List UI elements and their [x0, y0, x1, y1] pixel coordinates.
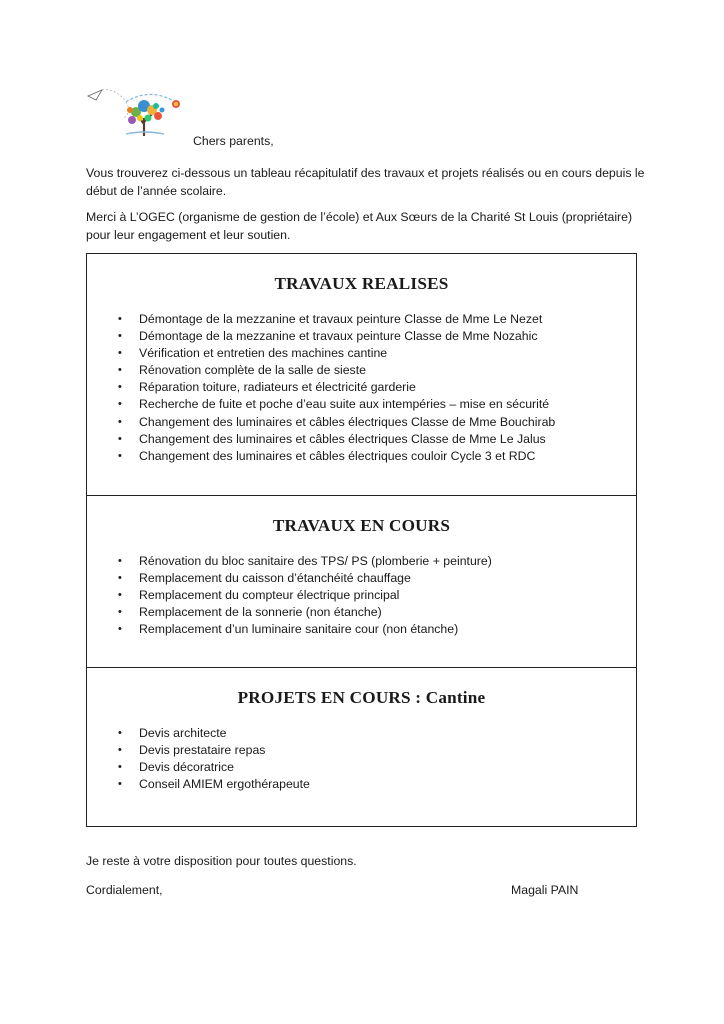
list-item: • Changement des luminaires et câbles électriques couloir Cycle 3 et RDC [87, 448, 636, 465]
school-logo [86, 84, 196, 138]
bullet-icon: • [118, 364, 122, 377]
list-item: • Recherche de fuite et poche d’eau suite aux intempéries – mise en sécurité [87, 396, 636, 413]
list-item: • Devis architecte [87, 725, 636, 742]
section-title: PROJETS EN COURS : Cantine [237, 688, 486, 707]
section-travaux-en-cours [87, 496, 636, 668]
list-item: • Réparation toiture, radiateurs et électricité garderie [87, 379, 636, 396]
bullet-icon: • [118, 347, 122, 360]
bullet-icon: • [118, 744, 122, 757]
bullet-icon: • [118, 415, 122, 428]
bullet-icon: • [118, 449, 122, 462]
bullet-icon: • [118, 330, 122, 343]
greeting: Chers parents, [193, 134, 274, 148]
thanks-paragraph: Merci à L’OGEC (organisme de gestion de l’école) et Aux Sœurs de la Charité St Louis (propriétaire) pour leur engagement et leur soutien. [86, 210, 633, 242]
bullet-icon: • [118, 572, 122, 585]
list-item: • Devis prestataire repas [87, 742, 636, 759]
section-projets-en-cours [87, 668, 636, 826]
list-item: • Rénovation du bloc sanitaire des TPS/ PS (plomberie + peinture) [87, 553, 636, 570]
bullet-icon: • [118, 606, 122, 619]
list-item: • Remplacement d’un luminaire sanitaire cour (non étanche) [87, 621, 636, 638]
section-travaux-realises [87, 254, 636, 496]
section-title: TRAVAUX REALISES [274, 274, 449, 293]
bullet-icon: • [118, 398, 122, 411]
list-item: • Rénovation complète de la salle de sieste [87, 362, 636, 379]
bullet-icon: • [118, 313, 122, 325]
list-item: • Changement des luminaires et câbles électriques Classe de Mme Bouchirab [87, 414, 636, 431]
item-list [87, 311, 636, 465]
list-item: • Remplacement du caisson d’étanchéité chauffage [87, 570, 636, 587]
list-item: • Devis décoratrice [87, 759, 636, 776]
list-item: • Changement des luminaires et câbles électriques Classe de Mme Le Jalus [87, 431, 636, 448]
school-tree-logo-icon [86, 84, 196, 138]
intro-paragraph: Vous trouverez ci-dessous un tableau récapitulatif des travaux et projets réalisés ou en cours depuis le début de l’année scolaire. [86, 166, 645, 198]
bullet-icon: • [118, 727, 122, 739]
bullet-icon: • [118, 589, 122, 602]
list-item: • Remplacement de la sonnerie (non étanche) [87, 604, 636, 621]
bullet-icon: • [118, 761, 122, 774]
item-list [87, 725, 636, 793]
signoff: Cordialement, [86, 883, 163, 897]
section-title: TRAVAUX EN COURS [272, 516, 451, 535]
list-item: • Remplacement du compteur électrique principal [87, 587, 636, 604]
list-item: • Conseil AMIEM ergothérapeute [87, 776, 636, 793]
summary-table [86, 253, 637, 827]
bullet-icon: • [118, 381, 122, 394]
closing-line: Je reste à votre disposition pour toutes questions. [86, 854, 357, 868]
list-item: • Vérification et entretien des machines cantine [87, 345, 636, 362]
bullet-icon: • [118, 555, 122, 567]
list-item: • Démontage de la mezzanine et travaux peinture Classe de Mme Le Nezet [87, 311, 636, 328]
bullet-icon: • [118, 623, 122, 636]
list-item: • Démontage de la mezzanine et travaux peinture Classe de Mme Nozahic [87, 328, 636, 345]
bullet-icon: • [118, 778, 122, 791]
bullet-icon: • [118, 432, 122, 445]
item-list [87, 553, 636, 638]
signature: Magali PAIN [511, 883, 579, 897]
